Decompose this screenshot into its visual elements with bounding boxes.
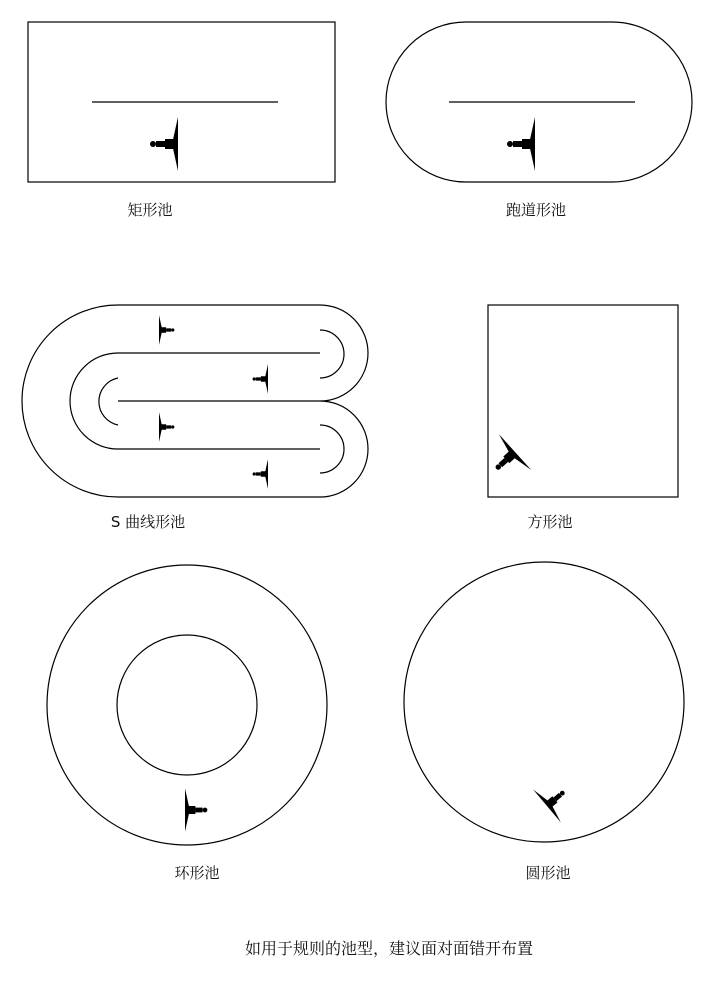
ring-pool xyxy=(47,565,327,845)
aerator-icon xyxy=(533,775,578,822)
circle-pool-label: 圆形池 xyxy=(525,864,571,882)
racetrack-pool xyxy=(386,22,692,182)
ring-pool-label: 环形池 xyxy=(174,864,220,882)
square-pool-label: 方形池 xyxy=(527,513,573,531)
aerator-icon xyxy=(253,364,268,394)
aerator-icon xyxy=(185,788,207,831)
layout-note: 如用于规则的池型，建议面对面错开布置 xyxy=(245,939,534,958)
aerator-icon xyxy=(159,315,174,345)
square-pool xyxy=(480,305,678,497)
rect-pool-label: 矩形池 xyxy=(127,201,173,219)
s-curve-pool xyxy=(22,305,368,497)
aerator-icon xyxy=(159,412,174,442)
circle-pool xyxy=(404,562,684,842)
racetrack-pool-label: 跑道形池 xyxy=(505,201,567,219)
rect-pool xyxy=(28,22,335,182)
aerator-icon xyxy=(507,117,535,171)
aerator-icon xyxy=(150,117,178,171)
s-curve-pool-label: S 曲线形池 xyxy=(110,513,186,531)
aerator-icon xyxy=(253,459,268,489)
